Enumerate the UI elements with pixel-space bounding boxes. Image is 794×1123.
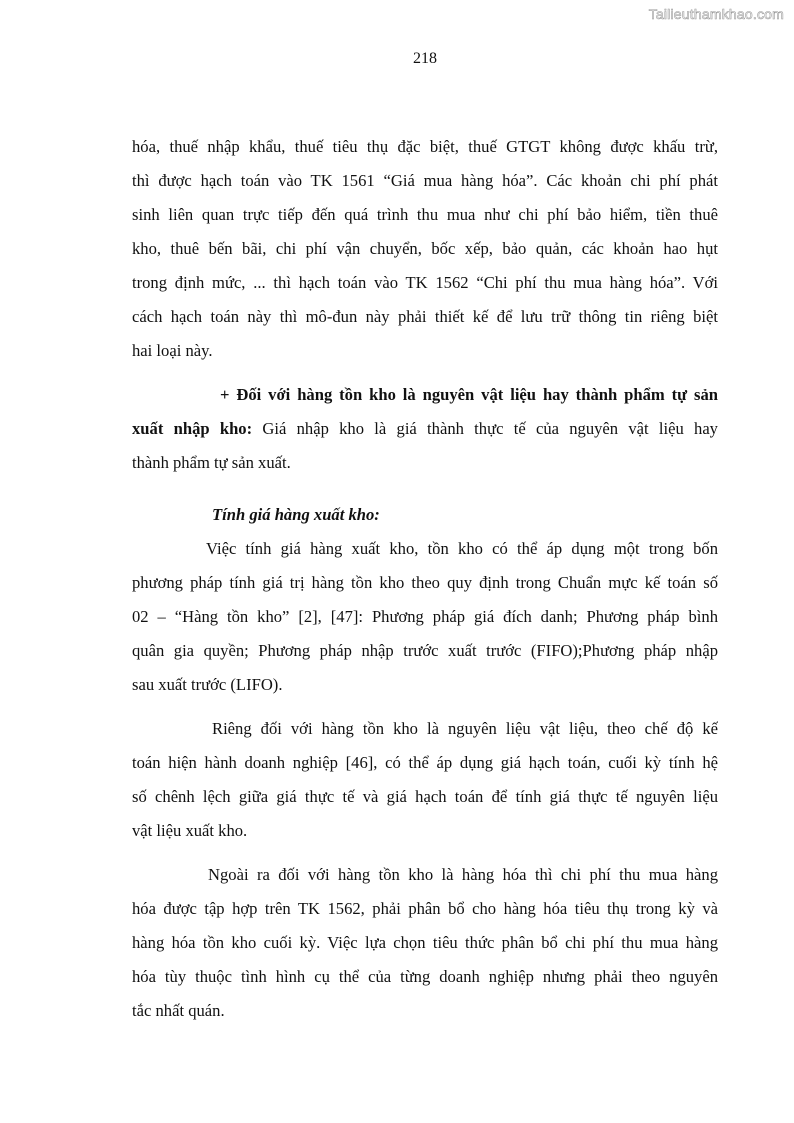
paragraph-line <box>132 412 718 446</box>
paragraph-line: Riêng đối với hàng tồn kho là nguyên liệu vật liệu, theo chế độ kế <box>212 719 718 738</box>
paragraph-2 <box>132 378 718 480</box>
paragraph-line: phương pháp tính giá trị hàng tồn kho theo quy định trong Chuẩn mực kế toán số <box>132 573 718 592</box>
document-body <box>132 130 718 1028</box>
inline-text: Giá nhập kho là giá thành thực tế của nguyên vật liệu hay <box>252 419 718 438</box>
paragraph-line: hóa, thuế nhập khẩu, thuế tiêu thụ đặc biệt, thuế GTGT không được khấu trừ, <box>132 137 718 156</box>
paragraph-4 <box>132 712 718 848</box>
paragraph-line: toán hiện hành doanh nghiệp [46], có thể áp dụng giá hạch toán, cuối kỳ tính hệ <box>132 753 718 772</box>
paragraph-line: vật liệu xuất kho. <box>132 821 248 840</box>
paragraph-line: quân gia quyền; Phương pháp nhập trước xuất trước (FIFO);Phương pháp nhập <box>132 641 718 660</box>
paragraph-line: 02 – “Hàng tồn kho” [2], [47]: Phương pháp giá đích danh; Phương pháp bình <box>132 607 718 626</box>
paragraph-line: kho, thuê bến bãi, chi phí vận chuyển, bốc xếp, bảo quản, các khoản hao hụt <box>132 239 718 258</box>
paragraph-line: hai loại này. <box>132 341 213 360</box>
paragraph-line: sinh liên quan trực tiếp đến quá trình thu mua như chi phí bảo hiểm, tiền thuê <box>132 205 718 224</box>
paragraph-line: trong định mức, ... thì hạch toán vào TK 1562 “Chi phí thu mua hàng hóa”. Với <box>132 273 718 292</box>
paragraph-line: tắc nhất quán. <box>132 1001 225 1020</box>
paragraph-line: số chênh lệch giữa giá thực tế và giá hạch toán để tính giá thực tế nguyên liệu <box>132 787 718 806</box>
paragraph-line: Việc tính giá hàng xuất kho, tồn kho có thể áp dụng một trong bốn <box>206 539 718 558</box>
paragraph-line: thành phẩm tự sản xuất. <box>132 453 291 472</box>
paragraph-line: Ngoài ra đối với hàng tồn kho là hàng hóa thì chi phí thu mua hàng <box>208 865 718 884</box>
paragraph-line: sau xuất trước (LIFO). <box>132 675 283 694</box>
section-heading: Tính giá hàng xuất kho: <box>212 505 380 524</box>
paragraph-line: cách hạch toán này thì mô-đun này phải thiết kế để lưu trữ thông tin riêng biệt <box>132 307 718 326</box>
paragraph-5 <box>132 858 718 1028</box>
paragraph-3 <box>132 532 718 702</box>
paragraph-line: hóa được tập hợp trên TK 1562, phải phân bổ cho hàng hóa tiêu thụ trong kỳ và <box>132 899 718 918</box>
inline-bold-label: xuất nhập kho: <box>132 419 253 438</box>
page-number: 218 <box>413 50 437 67</box>
paragraph-line: hàng hóa tồn kho cuối kỳ. Việc lựa chọn tiêu thức phân bổ chi phí thu mua hàng <box>132 933 718 952</box>
paragraph-line: + Đối với hàng tồn kho là nguyên vật liệu hay thành phẩm tự sản <box>220 385 718 404</box>
watermark-text: Tailieuthamkhao.com <box>648 6 784 22</box>
paragraph-line: thì được hạch toán vào TK 1561 “Giá mua hàng hóa”. Các khoản chi phí phát <box>132 171 718 190</box>
paragraph-line: hóa tùy thuộc tình hình cụ thể của từng doanh nghiệp nhưng phải theo nguyên <box>132 967 718 986</box>
paragraph-1 <box>132 130 718 368</box>
